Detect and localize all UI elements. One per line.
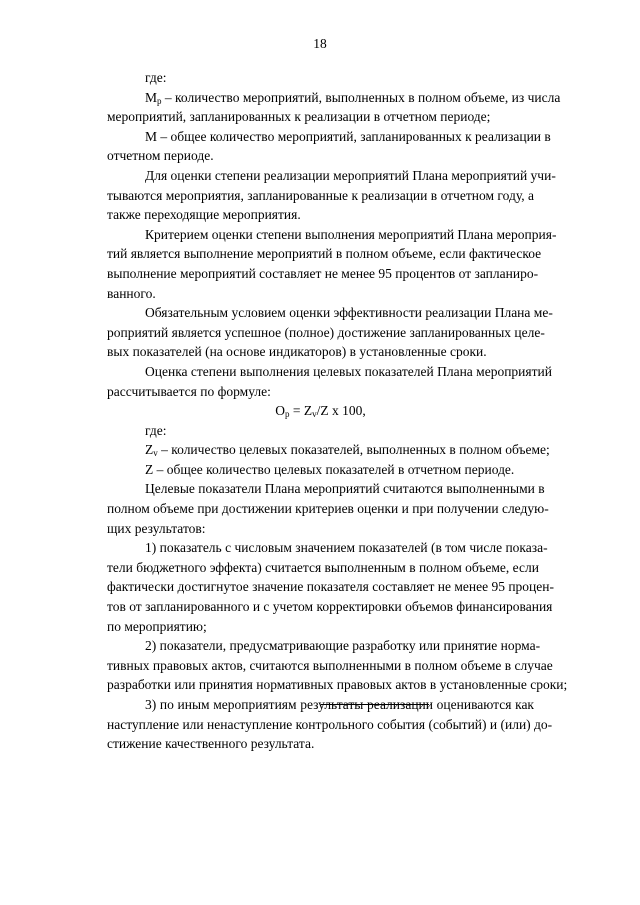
text-line: 3) по иным мероприятиям результаты реализации оцениваются как [145, 697, 534, 712]
text-line: Обязательным условием оценки эффективности реализации Плана ме- [145, 305, 553, 321]
text-line: выполнение мероприятий составляет не менее 95 процентов от запланиро- [107, 265, 539, 281]
text-line: тели бюджетного эффекта) считается выполненным в полном объеме, если [107, 559, 539, 575]
text-line: вых показателей (на основе индикаторов) в установленные сроки. [107, 344, 487, 360]
page-number: 18 [313, 36, 327, 51]
text-line: наступление или ненаступление контрольного события (событий) и (или) до- [107, 716, 553, 732]
text-line: фактически достигнутое значение показателя составляет не менее 95 процен- [107, 579, 554, 595]
text-line: Оценка степени выполнения целевых показателей Плана мероприятий [145, 363, 552, 379]
text-line: 2) показатели, предусматривающие разработку или принятие норма- [145, 638, 541, 654]
text-line: роприятий является успешное (полное) достижение запланированных целе- [107, 324, 545, 340]
text-line: стижение качественного результата. [107, 736, 315, 752]
text-line: $M_р$ – количество мероприятий, выполненных в полном объеме, из числа [145, 89, 561, 106]
text-line: тий является выполнение мероприятий в полном объеме, если фактическое [107, 246, 542, 262]
text-line: разработки или принятия нормативных правовых актов в установленные сроки; [107, 677, 568, 693]
text-line: ванного. [107, 285, 156, 301]
text-line: где: [145, 422, 167, 438]
text-line: где: [145, 70, 167, 85]
text-line: щих результатов: [107, 520, 206, 536]
text-line: Для оценки степени реализации мероприятий Плана мероприятий учи- [145, 167, 556, 183]
closing-rule [321, 704, 429, 705]
text-line: M – общее количество мероприятий, запланированных к реализации в [145, 128, 551, 144]
text-line: тивных правовых актов, считаются выполненными в полном объеме в случае [107, 657, 553, 673]
text-line: по мероприятию; [107, 618, 207, 634]
body-text [107, 68, 568, 754]
text-line: Целевые показатели Плана мероприятий считаются выполненными в [145, 481, 545, 497]
text-line: также переходящие мероприятия. [107, 207, 301, 223]
text-line: рассчитывается по формуле: [107, 383, 271, 399]
text-line: тов от запланированного и с учетом корректировки объемов финансирования [107, 599, 553, 615]
text-line: Критерием оценки степени выполнения мероприятий Плана мероприя- [145, 226, 557, 242]
text-line: $Z_v$ – количество целевых показателей, выполненных в полном объеме; [145, 442, 550, 459]
text-line: тываются мероприятия, запланированные к реализации в отчетном году, а [107, 187, 534, 203]
text-line: Z – общее количество целевых показателей в отчетном периоде. [145, 461, 515, 477]
text-line: мероприятий, запланированных к реализации в отчетном периоде; [107, 109, 491, 125]
text-line: отчетном периоде. [107, 148, 214, 164]
text-line: 1) показатель с числовым значением показателей (в том числе показа- [145, 540, 548, 556]
formula: $O_р = Z_v/Z$ х 100, [275, 403, 366, 420]
text-line: полном объеме при достижении критериев оценки и при получении следую- [107, 501, 549, 517]
